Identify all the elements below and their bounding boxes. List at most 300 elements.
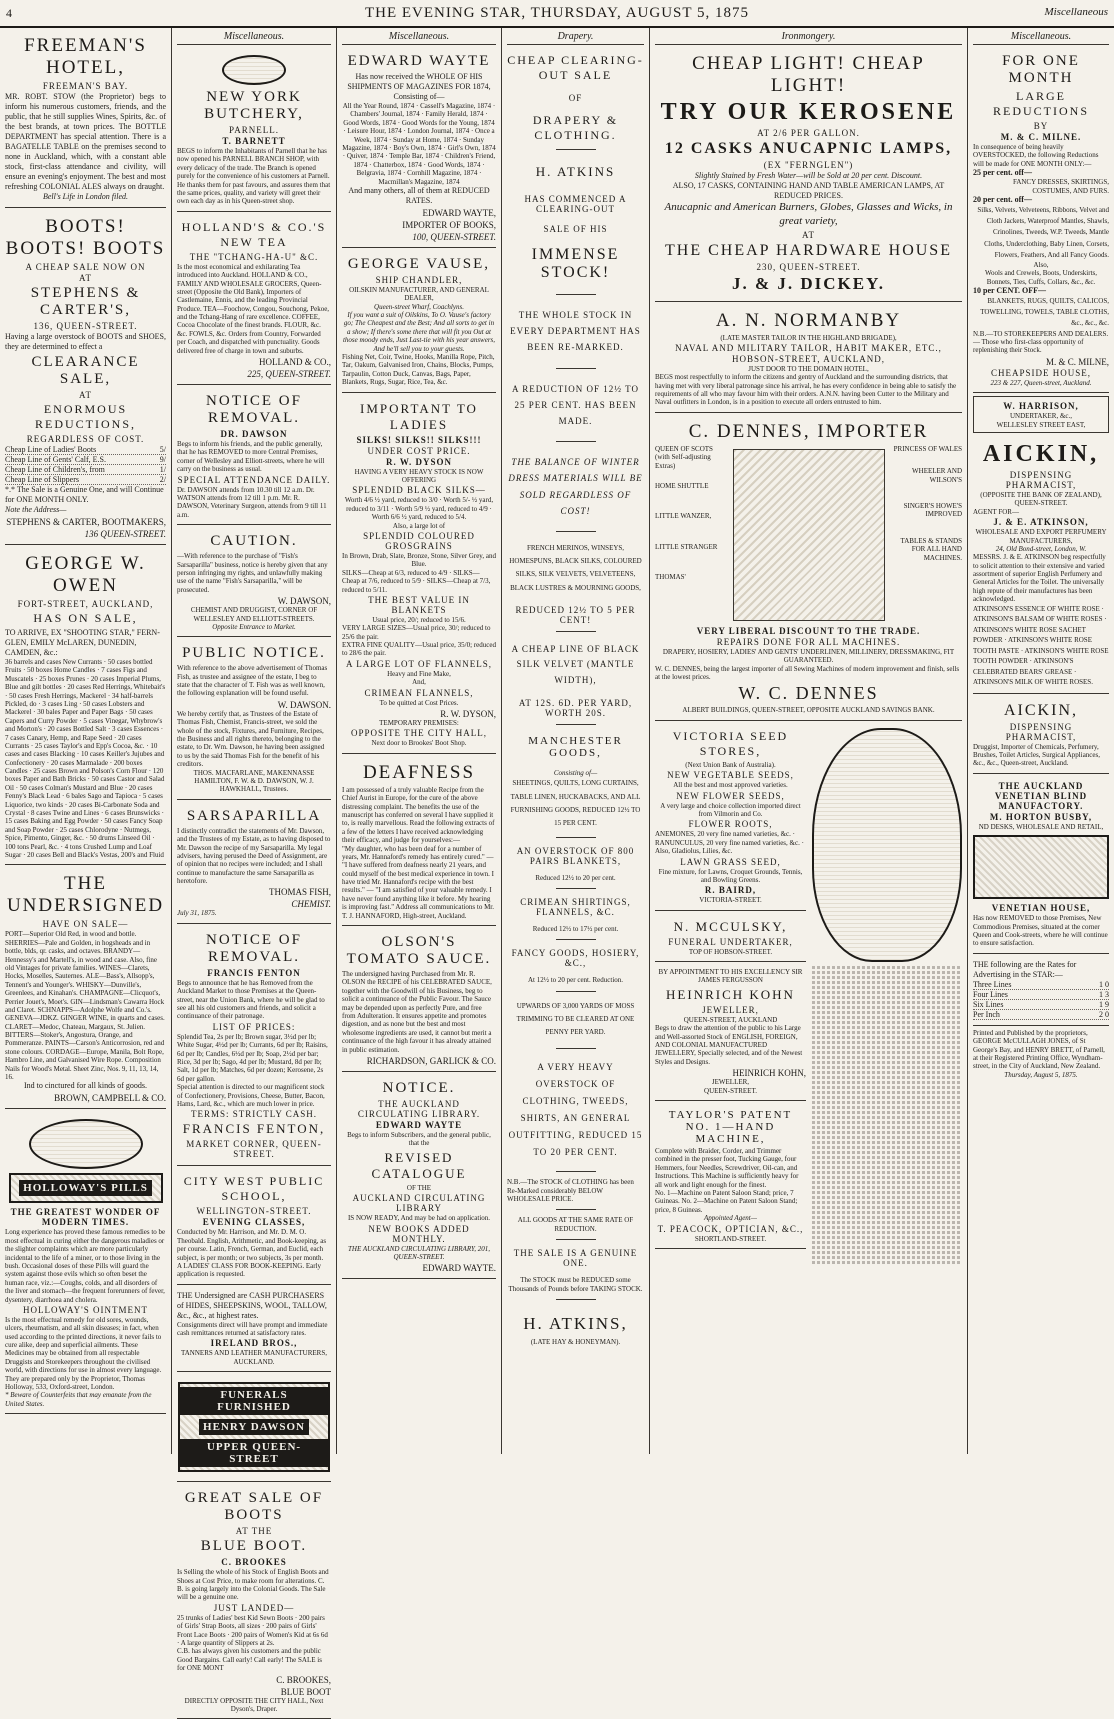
ad-line: AT <box>79 273 92 283</box>
ad-title: CAUTION. <box>210 533 298 550</box>
ad-title: EDWARD WAYTE <box>347 53 491 69</box>
ad-also: ALSO, 17 CASKS, CONTAINING HAND AND TABLE AMERICAN LAMPS, AT REDUCED PRICES. <box>672 181 945 200</box>
ad-signature: RICHARDSON, GARLICK & CO. <box>366 1055 496 1066</box>
ad-landed-list: 25 trunks of Ladies' best Kid Sewn Boots · 200 pairs of Girls' Strap Boots, all sizes · 200 pairs of Girls' Front Lace Boots · 200 pairs of Women's Kid at 6s 6d · A large quantity of Slippers at 2s. <box>177 1613 328 1647</box>
ad-brown-campbell <box>5 868 166 1109</box>
ad-under: UNDER COST PRICE. <box>367 445 471 456</box>
ad-body: BEGS most respectfully to inform the citizens and gentry of Auckland and the surrounding districts, that having met with very liberal patronage since his arrival, he has every confidence in being able to satisfy the requirements of all who may favour him with their orders. A.N.N. having been Cutter to the Military and Naval outfitters in London, is in a position to execute all orders entrusted to him. <box>655 373 957 407</box>
ad-ointment-body: Is the most effectual remedy for old sores, wounds, ulcers, rheumatism, and all skin diseases; in fact, when used according to the printed directions, it never fails to cure alike, deep and superficial ailments. These Medicines may be obtained from all respectable Druggists and Storekeepers throughout the civilised world, with directions for use in almost every language. They are prepared only by the Proprietor, Thomas Holloway, 533, Oxford-street, London. <box>5 1315 162 1392</box>
divider <box>556 837 596 838</box>
ad-blue-boot <box>177 1485 331 1719</box>
ad-stephens-carter <box>5 211 166 545</box>
ad-george-owen <box>5 548 166 865</box>
ad-per-gallon: AT 2/6 PER GALLON. <box>757 128 860 138</box>
masthead <box>0 0 1114 28</box>
banner-text: HOLLOWAY'S PILLS <box>19 1180 152 1196</box>
ad-signature-address: 100, QUEEN-STREET. <box>412 231 496 242</box>
ad-ready: IS NOW READY, And may be had on application. <box>347 1214 491 1223</box>
ad-aickin-atkinson <box>973 436 1109 694</box>
ad-title: NEW YORK BUTCHERY, <box>204 89 304 122</box>
ad-title: TAYLOR'S PATENT NO. 1—HAND MACHINE, <box>668 1109 793 1145</box>
ad-crimean-sub: To be quitted at Cost Prices. <box>379 698 459 707</box>
ad-sale-of: SALE OF HIS <box>543 224 608 234</box>
ad-city-west-school <box>177 1169 331 1284</box>
ad-olson-sauce <box>342 929 496 1072</box>
ad-drapery: DRAPERY & CLOTHING. <box>532 113 619 142</box>
divider <box>556 441 596 442</box>
ad-name: H. ATKINS <box>535 164 616 179</box>
rate-label: Six Lines <box>973 999 1004 1009</box>
ad-body: In consequence of being heavily OVERSTOCKED, the following Reductions will be made for ONE MONTH ONLY:— <box>973 143 1099 168</box>
ad-line: A CHEAP SALE NOW ON <box>25 262 146 272</box>
ad-body: HAVING A VERY HEAVY STOCK IS NOW OFFERING <box>354 467 484 484</box>
newspaper-title: THE EVENING STAR, THURSDAY, AUGUST 5, 1875 <box>364 4 750 21</box>
ad-title: SARSAPARILLA <box>186 807 322 824</box>
ad-body: MR. ROBT. STOW (the Proprietor) begs to inform his numerous customers, friends, and the public, that he still supplies Wines, Spirits, &c. of the best brands, at town prices. The BOTTLE DEPARTMENT has special attention. There is a BAGATELLE TABLE on the premises second to none in Auckland, which, with a constant able stock, first-class attendance and civility, will ensure an evening's enjoyment. The best and most refreshing COLONIAL ALES always on draught. <box>5 92 166 191</box>
ad-subtitle: (LATE MASTER TAILOR IN THE HIGHLAND BRIGADE), <box>720 333 897 342</box>
ad-atkinson-sub: WHOLESALE AND EXPORT PERFUMERY MANUFACTURERS, <box>975 528 1107 545</box>
ad-crimean: CRIMEAN FLANNELS, <box>364 687 474 698</box>
ad-title: C. DENNES, IMPORTER <box>688 420 929 442</box>
column-6 <box>968 28 1114 1454</box>
ad-roots-body: ANEMONES, 20 very fine named varieties, &c. · RANUNCULUS, 20 very fine named varieties, &c. · Also, Gladiolus, Lilies, &c. <box>655 830 804 856</box>
ad-title: NOTICE. <box>382 1079 456 1096</box>
ad-wayte-magazines <box>342 48 496 248</box>
page-number: 4 <box>6 6 12 20</box>
divider <box>556 1209 596 1210</box>
ad-address: ALBERT BUILDINGS, QUEEN-STREET, OPPOSITE AUCKLAND SAVINGS BANK. <box>682 706 935 715</box>
ad-veg-sub: All the best and most approved varieties. <box>673 781 788 790</box>
ad-arrivals: TO ARRIVE, EX "SHOOTING STAR," FERN-GLEN, EMILY McLAREN, DUNEDIN, CAMDEN, &c.: <box>5 628 160 657</box>
ad-dyson-silks <box>342 396 496 754</box>
ad-balance: THE BALANCE OF WINTER DRESS MATERIALS WILL BE SOLD REGARDLESS OF COST! <box>508 457 643 516</box>
ad-title: AICKIN, <box>982 440 1100 467</box>
sewing-machine-row <box>655 445 962 625</box>
ad-title: W. HARRISON, <box>1003 401 1079 412</box>
ad-clearance: CLEARANCE SALE, <box>31 354 140 387</box>
ad-title: FOR ONE MONTH <box>1002 53 1080 86</box>
ad-off-20: 20 per cent. off— <box>973 194 1032 204</box>
ad-signature: C. BROOKES, <box>276 1674 331 1685</box>
price-row <box>5 455 166 465</box>
banner-text: HENRY DAWSON <box>199 1419 309 1435</box>
bull-engraving-image <box>222 55 286 85</box>
ad-signature: THOMAS FISH, <box>268 887 331 898</box>
ad-title: THE Undersigned are CASH PURCHASERS of HIDES, SHEEPSKINS, WOOL, TALLOW, &c., &c., at highest rates. <box>177 1290 327 1320</box>
ad-title: THE following are the Rates for Advertising in the STAR:— <box>973 959 1077 979</box>
ad-title: CITY WEST PUBLIC SCHOOL, <box>183 1174 325 1204</box>
ad-genuine: THE SALE IS A GENUINE ONE. <box>513 1248 638 1269</box>
ad-extra: EXTRA FINE QUALITY—Usual price, 35/0; reduced to 28/6 the pair. <box>342 641 496 658</box>
ad-subtitle: LARGE REDUCTIONS <box>992 89 1089 118</box>
ad-signature: HOLLAND & CO., <box>259 357 331 368</box>
rate-label: Four Lines <box>973 989 1008 999</box>
ad-all: ALL GOODS AT THE SAME RATE OF REDUCTION. <box>517 1216 634 1233</box>
ad-velvet: A CHEAP LINE OF BLACK SILK VELVET (MANTLE WIDTH), <box>511 644 640 685</box>
ad-subtitle: UNDERTAKER, &c., <box>1009 412 1072 421</box>
ad-commenced: HAS COMMENCED A CLEARING-OUT <box>524 194 627 214</box>
ad-signature: T. PEACOCK, OPTICIAN, &C., <box>657 1223 804 1234</box>
ad-subtitle: DISPENSING PHARMACIST, <box>1005 721 1077 742</box>
ad-aickin-pharmacist <box>973 697 1109 774</box>
ad-reduced: REDUCED 12½ TO 5 PER CENT! <box>515 605 636 626</box>
ad-funerals <box>177 1375 331 1482</box>
ad-casks: 12 CASKS ANUCAPNIC LAMPS, <box>664 140 953 157</box>
ad-hours: Dr. DAWSON attends from 10.30 till 12 a.m. Dr. WATSON attends from 12 till 1 p.m. Mr. R. DAWSON, Veterinary Surgeon, attends from 9 till 11 a.m. <box>177 485 327 519</box>
ad-signature-address: MARKET CORNER, QUEEN-STREET. <box>186 1139 322 1160</box>
ad-deafness <box>342 757 496 926</box>
rate-label: Three Lines <box>973 979 1012 989</box>
ad-dawson-removal <box>177 388 331 525</box>
ad-subtitle: FREEMAN'S BAY. <box>42 81 129 91</box>
imprint-date: Thursday, August 5, 1875. <box>1004 1070 1078 1079</box>
ad-signature-address: SHORTLAND-STREET. <box>694 1234 767 1243</box>
ad-title: IMPORTANT TO LADIES <box>360 400 478 432</box>
ad-velvet-price: AT 12S. 6D. PER YARD, WORTH 20S. <box>518 697 633 718</box>
machine-name: WHEELER AND WILSON'S <box>912 467 962 484</box>
ad-title: THE UNDERSIGNED <box>6 873 165 917</box>
divider <box>556 1171 596 1172</box>
ad-genuine-sub: The STOCK must be REDUCED some Thousands of Pounds before TAKING STOCK. <box>508 1276 643 1293</box>
imprint <box>973 1029 1109 1079</box>
ad-atkinson: J. & E. ATKINSON, <box>993 517 1089 528</box>
ad-price-list: Splendid Tea, 2s per lb; Brown sugar, 3½d per lb; White Sugar, 4½d per lb; Currants, 6d per lb; Raisins, 6d per lb; Candles, 6½d per lb; Soap, 2½d per bar; Rice, 3d per lb; Sago, 4d per lb; Mustard, 8d per lb; Salt, 1d per lb; Matches, 6d per dozen; Kerosene, 2s 6d per gallon. <box>177 1032 328 1083</box>
divider <box>556 149 596 150</box>
ad-subtitle: JEWELLER, <box>702 1004 759 1015</box>
column-5 <box>650 28 968 1454</box>
ad-fenton-removal <box>177 927 331 1166</box>
ad-lawn-sub: Fine mixture, for Lawns, Croquet Grounds, Tennis, and Bowling Greens. <box>658 867 803 884</box>
ad-signature-address: 223 & 227, Queen-street, Auckland. <box>990 378 1092 387</box>
ad-firm: M. & C. MILNE. <box>1000 132 1082 142</box>
ad-signature-note: (LATE HAY & HONEYMAN). <box>530 1337 621 1346</box>
rates-list <box>973 980 1109 1020</box>
ad-off-20-items: Silks, Velvets, Velveteens, Ribbons, Velvet and Cloth Jackets, Waterproof Mantles, Shawls, Crinolines, Tweeds, W.P. Tweeds, Mantle Cloths, Underclothing, Baby Linen, Corsets, Flowers, Feathers, And all Fancy Goods. <box>977 205 1109 259</box>
ad-signature: IRELAND BROS., <box>210 1338 298 1349</box>
ad-new-york-butchery <box>177 48 331 212</box>
ad-signature-title: CHEMIST. <box>291 899 331 910</box>
column-2 <box>172 28 337 1713</box>
ad-address: WELLESLEY STREET EAST, <box>996 420 1086 429</box>
ad-address: HOBSON-STREET, AUCKLAND, <box>731 353 886 364</box>
ad-signature: J. & J. DICKEY. <box>731 273 886 293</box>
ad-large: VERY LARGE SIZES—Usual price, 30/; reduced to 25/6 the pair. <box>342 624 491 641</box>
column-header: Drapery. <box>507 30 644 45</box>
ad-body: Begs to draw the attention of the public to his Large and Well-assorted Stock of ENGLISH, FOREIGN, AND COLONIAL MANUFACTURED JEWELLERY, Specially selected, and of the Newest Styles and Designs. <box>655 1024 803 1066</box>
ad-hours-title: SPECIAL ATTENDANCE DAILY. <box>177 474 331 485</box>
price-label: Cheap Line of Slippers <box>5 475 79 484</box>
ad-subtitle: PARNELL. <box>229 125 279 135</box>
ad-subtitle: FORT-STREET, AUCKLAND, <box>17 599 154 609</box>
price-list <box>5 445 166 485</box>
watch-alexander-engraving <box>812 728 962 962</box>
divider <box>556 939 596 940</box>
ad-body: Long experience has proved these famous remedies to be most effectual in curing either the dangerous maladies or the slighter complaints which are more particularly incidental to the life of a miner, or to those living in the bush. Occasional doses of these Pills will guard the system against those evils which so often beset the human race, viz.:—Coughs, colds, and all disorders of the liver and stomach—the frequent forerunners of fever, dysentery, diarrhoea and cholera. <box>5 1228 166 1304</box>
ad-body: Has now received the WHOLE OF HIS SHIPMENTS OF MAGAZINES FOR 1874, Consisting of— <box>347 72 491 101</box>
ad-advertising-rates <box>973 957 1109 1026</box>
ad-title: VICTORIA SEED STORES, <box>672 728 789 758</box>
ad-freemans-hotel <box>5 30 166 208</box>
ad-signature: FRANCIS FENTON, <box>182 1121 326 1137</box>
ad-title: BOOTS! BOOTS! BOOTS <box>5 216 166 259</box>
ad-title: CHEAP LIGHT! CHEAP LIGHT! <box>692 53 925 96</box>
ad-house: VENETIAN HOUSE, <box>991 903 1091 914</box>
ad-signature: H. ATKINS, <box>523 1313 628 1333</box>
imprint-text: Printed and Published by the proprietors, GEORGE McCULLAGH JONES, of St George's Bay, and HENRY BRETT, of Parnell, at their Registered Printing Office, Wyndham-street, in the City of Auckland, New Zealand. <box>973 1028 1105 1071</box>
ad-body: Is the most economical and exhilarating Tea introduced into Auckland. HOLLAND & CO., FAMILY AND WHOLESALE GROCERS, Queen-street (Opposite the Old Bank), Importers of Castlemaine, Ennis, and the leading Provincial Produce. TEA—Foochow, Congou, Souchong, Pekoe, and the Tchang-Hang of rare excellence. COFFEE, Cocoa Chocolate of the finest brands. FLOUR, &c. &c. FOWLS, &c. Orders from Country, Forwarded per Coach, and dispatched with punctuality. Goods delivered free of charge in town and suburbs. <box>177 262 330 355</box>
ad-address-note: Note the Address— <box>5 505 67 514</box>
ad-title: DEAFNESS <box>362 761 476 783</box>
ad-lawn: LAWN GRASS SEED, <box>680 856 781 867</box>
ad-price: No. 1—Machine on Patent Saloon Stand; price, 7 Guineas. No. 2—Machine on Patent Saloon Stand; price, 8 Guineas. <box>655 1188 798 1214</box>
ad-ireland-bros <box>177 1288 331 1373</box>
ad-name: DR. DAWSON <box>220 429 288 440</box>
divider <box>556 724 596 725</box>
ad-signature: W. DAWSON. <box>277 699 331 710</box>
ad-note: Special attention is directed to our magnificent stock of Confectionery, Provisions, Cheese, Butter, Bacon, Hams, Lard, &c., which are much lower in price. <box>177 1083 325 1108</box>
ad-products: ATKINSON'S ESSENCE OF WHITE ROSE · ATKINSON'S BALSAM OF WHITE ROSES · ATKINSON'S WHITE ROSE SACHET POWDER · ATKINSON'S WHITE ROSE TOOTH PASTE · ATKINSON'S WHITE ROSE TOOTH POWDER · ATKINSON'S CELEBRATED BEARS' GREASE · ATKINSON'S MILK OF WHITE ROSES. <box>973 604 1109 687</box>
column-5-left <box>655 724 806 1266</box>
ad-body: PORT—Superior Old Red, in wood and bottle. SHERRIES—Pale and Golden, in hogsheads and in bottle, blds, qr. casks, and octaves. BRANDY—Hennessy's and Martell's, in wood and case. Also, fine old Vintages for private families. WINES—Clarets, Hocks, Moselles, Sauternes. ALE—Bass's, Allsopp's, Tennent's and Younger's. WHISKY—Dunville's, Greenlees, and Kinahan's. CHAMPAGNE—Clicquot's, Perrier Jouet's, Moet's. GIN—Lindsman's Cawarra Hock and Claret. SCHNAPPS—Adolphe Wolfe and Co.'s. GENEVA—JDKZ. GINGER WINE, in quarts and cases. CLARET—Medoc, Chateau, Margaux, St. Julien. BITTERS—Stoker's, Angostura, Orange, and Pommeranze. PAINTS—Carson's Anticorrosion, red and stone colours. CORDAGE—Europe, Manila, Bolt Rope, Hambro Line, and Galvanised Wire Rope. Composition Nails for Wood's Metal. Sheet Zinc, Nos. 9, 11, 13, 14, 16. <box>5 930 165 1082</box>
divider <box>556 531 596 532</box>
ad-title: GEORGE W. OWEN <box>25 553 146 596</box>
ad-note: And many others, all of them at REDUCED RATES. <box>348 185 490 205</box>
ad-signature-address: 136 QUEEN-STREET. <box>84 529 166 539</box>
column-3 <box>337 28 502 1454</box>
ad-regardless: REGARDLESS OF COST. <box>26 434 145 444</box>
ad-flannels: A LARGE LOT OF FLANNELS, <box>345 658 493 669</box>
ad-overstock-sub: Reduced 12½ to 20 per cent. <box>535 873 616 882</box>
ad-signature-title: TANNERS AND LEATHER MANUFACTURERS, AUCKLAND. <box>181 1349 327 1366</box>
ad-off-10: 10 per CENT. OFF— <box>973 286 1047 296</box>
ad-body: Begs to inform his friends, and the public generally, that he has REMOVED to more Central Premises, corner of Wellesley and Elliott-streets, where he will carry on the business as usual. <box>177 440 325 474</box>
ad-public-notice <box>177 640 331 799</box>
ad-body: Complete with Braider, Corder, and Trimmer combined in the presser foot, Tucking Gauge, four Hemmers, four Needles, Screwdriver, Oil-can, and Instructions. This Machine is sufficiently heavy for all work and light enough for the finest. <box>655 1147 799 1189</box>
ad-body: I am possessed of a truly valuable Recipe from the Chief Aurist in Europe, for the cure of the above distressing complaint. The benefits the use of the manuscript has conferred on several I have supplied it to, is really marvellous. Read the following extracts of a few of the letters I have received acknowledging their efficacy, and judge for yourselves:— <box>342 785 495 845</box>
rate-row <box>973 980 1109 990</box>
ad-subtitle: SHIP CHANDLER, <box>375 274 463 285</box>
ad-immense: IMMENSE STOCK! <box>531 246 620 281</box>
banner-text: UPPER QUEEN-STREET <box>180 1439 328 1467</box>
ad-milne-reductions <box>973 48 1109 393</box>
price-row <box>5 445 166 455</box>
ad-item-list: 36 barrels and cases New Currants · 50 cases bottled Fruits · 50 boxes Home Candles · 7 cases Figs and Muscatels · 25 boxes Prunes · 20 cases Imperial Plums, Blue and gilt bottles · 20 cases Red Herrings, Whitebait's · 50 cases Fresh Herrings, Mackerel · 34 half-barrels Pickled, do · 3 cases Ling · 50 cases Lobsters and Mackerel · 30 bales Paper and Paper Bags · 50 cases Capers and Curry Powder · 5 cases Vinegar, Whybrow's and Morton's · 20 cases Bottled Salt · 3 cases Essences · 7 cases Canary, Hemp, and Rape Seed · 20 cases Currants · 25 cases Taylor's and Epp's Cocoa, &c. · 10 cases and cases Blacking · 10 cases Keiller's Jujubes and Confectionery · 20 cases Marmalade · 200 boxes Candles · 25 cases Brown and Polson's Corn Flour · 120 boxes Paper and Bath Bricks · 50 cases Castor and Salad Oil · 50 cases Colman's Mustard and Blue · 20 cases Fenny's Black Lead · 6 bales Sago and Tapioca · 5 cases Liquorice, two kinds · 20 cases Bi-Carbonate Soda and Crystal · 8 cases Twine and Lines · 6 cases Brunswicks · 15 cases Baking and Egg Powder · 50 cases Fancy Soap and Soap Powder · 25 cases Chlorodyne · Nutmegs, Spice, Pimento, Ginger, &c. · 50 drums Linseed Oil · 100 tons Pearl, &c. · 4 tons Crushed Lump and Loaf Sugar · 20 cases Bell and Black's Vestas, 200's and Fluid <box>5 658 166 859</box>
venetian-house-engraving <box>973 835 1109 899</box>
divider <box>556 1048 596 1049</box>
ad-caution <box>177 528 331 637</box>
ad-venetian-blinds <box>973 777 1109 954</box>
ad-just-landed: JUST LANDED— <box>213 1602 295 1613</box>
rate-value: 1 0 <box>1099 979 1109 989</box>
ad-beware: * Beware of Counterfeits that may emanate from the United States. <box>5 1391 152 1408</box>
ad-overstock: AN OVERSTOCK OF 800 PAIRS BLANKETS, <box>516 845 635 866</box>
ad-splendid: SPLENDID BLACK SILKS— <box>352 485 486 496</box>
ad-list-title: LIST OF PRICES: <box>212 1021 296 1032</box>
ad-off-25-items: FANCY DRESSES, SKIRTINGS, COSTUMES, AND FURS. <box>1012 178 1109 195</box>
ad-nb: N.B.—TO STOREKEEPERS AND DEALERS.— Those who first-class opportunity of replenishing their Stock. <box>973 329 1109 355</box>
divider <box>556 1239 596 1240</box>
ad-body: Begs to announce that he has Removed from the Auckland Market to those Premises at the Queen-street, near the Union Bank, where he will be glad to see all his old customers and friends, and solicit a continuance of their patronage. <box>177 978 325 1021</box>
ad-agent: AGENT FOR— <box>973 507 1019 516</box>
ad-revised: REVISED CATALOGUE <box>371 1149 467 1181</box>
ad-at: AT <box>79 390 92 400</box>
ad-subtitle-2: OILSKIN MANUFACTURER, AND GENERAL DEALER, <box>349 285 489 303</box>
ad-subtitle: WELLINGTON-STREET. <box>196 1206 312 1217</box>
ad-try: TRY OUR KEROSENE <box>660 99 957 125</box>
ad-colours: In Brown, Drab, Slate, Bronze, Stone, Silver Grey, and Blue. <box>342 551 496 569</box>
ad-holloway <box>5 1112 166 1414</box>
holloway-crest-image <box>29 1119 143 1169</box>
machine-name: LITTLE STRANGER <box>655 542 718 551</box>
divider <box>556 991 596 992</box>
ad-note: C.B. has always given his customers and the public Good Bargains. Call early! Call early! The SALE is for ONE MONT <box>177 1647 322 1673</box>
ad-at: AT <box>802 229 815 240</box>
ad-signature: M. & C. MILNE, <box>1046 356 1109 367</box>
ad-victoria-seeds <box>655 724 806 911</box>
ad-by: BY <box>1033 121 1049 131</box>
ad-title: AICKIN, <box>1004 701 1078 719</box>
ad-signature-address: DIRECTLY OPPOSITE THE CITY HALL, Next Dyson's, Draper. <box>184 1696 324 1713</box>
machine-name: TABLES & STANDS FOR ALL HAND MACHINES. <box>900 536 962 562</box>
ad-harrison <box>973 396 1109 433</box>
ad-list: All the Year Round, 1874 · Cassell's Magazine, 1874 · Chambers' Journal, 1874 · Family Herald, 1874 · Good Words, 1874 · Good Words for the Young, 1874 · Leisure Hour, 1874 · London Journal, 1874 · Once a Week, 1874 · Sunday at Home, 1874 · Sunday Magazine, 1874 · Boy's Own, 1874 · Girl's Own, 1874 · Quiver, 1874 · Temple Bar, 1874 · Children's Friend, 1874 · Chatterbox, 1874 · Good Words, 1874 · Belgravia, 1874 · Cornhill Magazine, 1874 · Macmillan's Magazine, 1874 <box>342 102 496 186</box>
ad-title: CHEAP CLEARING-OUT SALE <box>507 53 644 82</box>
ad-merinos: FRENCH MERINOS, WINSEYS, HOMESPUNS, BLACK SILKS, COLOURED SILKS, SILK VELVETS, VELVETEENS, BLACK LUSTRES & MOURNING GOODS, <box>509 543 642 592</box>
ad-reduction: A REDUCTION OF 12½ TO 25 PER CENT. HAS BEEN MADE. <box>512 383 639 426</box>
ad-next: Next door to Brookes' Boot Shop. <box>371 739 467 748</box>
ad-of: OF <box>568 93 583 103</box>
price-row <box>5 475 166 485</box>
ad-stock: Fishing Net, Coir, Twine, Hooks, Manilla Rope, Pitch, Tar, Oakum, Galvanised Iron, Chains, Blocks, Pumps, Tarpaulin, Cotton Duck, Canvas, Bags, Paper, Blankets, Rugs, Sugar, Rice, Tea, &c. <box>342 353 495 387</box>
ad-title: HOLLAND'S & CO.'S NEW TEA <box>181 219 327 249</box>
ad-evening: EVENING CLASSES, <box>202 1217 306 1228</box>
ad-signature: W. DAWSON, <box>277 596 331 607</box>
ad-grograins: SPLENDID COLOURED GROSGRAINS <box>363 530 475 551</box>
ad-title: GEORGE VAUSE, <box>347 255 491 272</box>
ad-subtitle: (Next Union Bank of Australia). <box>685 760 776 769</box>
ad-firm: STEPHENS & CARTER'S, <box>30 285 141 318</box>
price-label: Cheap Line of Ladies' Boots <box>5 445 97 454</box>
ad-address: QUEEN-STREET, AUCKLAND <box>683 1015 778 1024</box>
ad-opposite: OPPOSITE THE CITY HALL, <box>351 728 487 739</box>
ad-subtitle: DISPENSING PHARMACIST, <box>1005 469 1077 490</box>
machine-list-left <box>655 445 727 582</box>
ad-name: R. W. DYSON <box>385 456 452 467</box>
divider <box>556 888 596 889</box>
ad-body: Conducted by Mr. Harrison, and Mr. D. M. O. Theobald. English, Arithmetic, and Book-keeping, as per course. Latin, French, German, and Euclid, each subject, is per month; or two subjects, 3s per month. <box>177 1228 327 1262</box>
machine-list-right <box>890 445 962 562</box>
ad-atkinson-address: 24, Old Bond-street, London, W. <box>995 544 1087 553</box>
ad-crimean: CRIMEAN SHIRTINGS, FLANNELS, &C. <box>520 896 631 917</box>
ad-owner: C. BROOKES <box>221 1557 287 1568</box>
ad-subtitle: THE AUCKLAND CIRCULATING LIBRARY. <box>357 1098 481 1119</box>
ad-ex: (EX "FERNGLEN") <box>763 160 854 170</box>
ad-signature: W. C. DENNES <box>738 683 879 704</box>
ad-address: 230, QUEEN-STREET. <box>756 261 861 272</box>
ad-drapery: DRAPERY, HOSIERY, LADIES' AND GENTS' UNDERLINEN, MILLINERY, DRESSMAKING, FIT GUARANTEED. <box>662 647 955 665</box>
ad-manchester: MANCHESTER GOODS, <box>528 734 623 759</box>
ad-subtitle: FUNERAL UNDERTAKER, <box>668 936 793 947</box>
price-value: 9/ <box>159 455 166 464</box>
column-5-right <box>812 724 962 1266</box>
price-label: Cheap Line of Children's, from <box>5 465 105 474</box>
ad-nb: N.B.—The STOCK of CLOTHING has been Re-Marked considerably BELOW WHOLESALE PRICE. <box>507 1178 634 1203</box>
machine-name: THOMAS' <box>655 573 686 582</box>
ad-signature-title: CHEMIST AND DRUGGIST, CORNER OF WELLESLEY AND ELLIOTT-STREETS. <box>190 606 318 623</box>
ad-address: (OPPOSITE THE BANK OF ZEALAND), QUEEN-STREET. <box>980 490 1102 508</box>
rate-label: Per Inch <box>973 1009 1000 1019</box>
rate-row <box>973 1000 1109 1010</box>
ad-ointment: HOLLOWAY'S OINTMENT <box>22 1304 149 1315</box>
ad-address: THE AUCKLAND CIRCULATING LIBRARY, 201, QUEEN-STREET. <box>348 1244 490 1261</box>
price-value: 1/ <box>159 465 166 474</box>
ad-signature-note: Opposite Entrance to Market. <box>212 622 296 631</box>
ad-temporary: TEMPORARY PREMISES: <box>379 719 459 728</box>
ad-roots: FLOWER ROOTS, <box>688 819 773 830</box>
ad-body: Having a large overstock of BOOTS and SHOES, they are determined to effect a <box>5 332 166 351</box>
ad-heinrich-kohn <box>655 965 806 1101</box>
ad-body: Is Selling the whole of his Stock of English Boots and Shoes at Cost Price, to make room for alterations. C. B. is going largely into the Colonial Goods. The Sale will be a genuine one. <box>177 1568 329 1602</box>
divider <box>556 368 596 369</box>
hearse-engraving <box>178 1382 330 1472</box>
sewing-machine-engraving <box>733 449 885 621</box>
ad-blankets: THE BEST VALUE IN BLANKETS <box>368 594 470 615</box>
banner-text: FUNERALS FURNISHED <box>180 1387 328 1415</box>
ad-atkins-drapery <box>507 53 644 1346</box>
ad-title: N. MCCULSKY, <box>673 918 788 934</box>
ad-flannels-sub: Heavy and Fine Make, <box>387 669 451 678</box>
ad-title: HEINRICH KOHN <box>666 986 795 1002</box>
price-value: 2/ <box>159 475 166 484</box>
ad-body: Druggist, Importer of Chemicals, Perfumery, Brushes, Toilet Articles, Surgical Appliances, &c., &c., Queen-street, Auckland. <box>973 742 1100 768</box>
ad-anucapnic: Anucapnic and American Burners, Globes, Glasses and Wicks, in great variety, <box>664 201 953 227</box>
ad-taylors-patent <box>655 1104 806 1249</box>
ad-address: TOP OF HOBSON-STREET. <box>688 947 773 956</box>
ad-title: PUBLIC NOTICE. <box>182 645 326 662</box>
ad-body: —With reference to the purchase of "Fish's Sarsaparilla" business, notice is hereby given that any person infringing my rights, and unlawfully making use of the name "Fish's Sarsaparilla," will be prosecuted. <box>177 552 328 594</box>
ad-signature: EDWARD WAYTE. <box>422 1263 496 1274</box>
column-header: Miscellaneous. <box>177 30 331 45</box>
ad-title: FREEMAN'S HOTEL, <box>24 35 147 78</box>
ad-silk-prices: SILKS—Cheap at 6/3, reduced to 4/9 · SILKS—Cheap at 7/6, reduced to 5/9 · SILKS—Cheap at 7/3, reduced to 5/11. <box>342 568 491 594</box>
ad-appointment: BY APPOINTMENT TO HIS EXCELLENCY SIR JAMES FERGUSSON <box>658 968 803 985</box>
ad-enormous: ENORMOUS REDUCTIONS, <box>34 402 136 431</box>
ad-subtitle: HAVE ON SALE— <box>42 919 129 930</box>
ad-repairs: REPAIRS DONE FOR ALL MACHINES. <box>716 636 901 647</box>
ad-name: EDWARD WAYTE <box>375 1119 463 1130</box>
ad-fancy: FANCY GOODS, HOSIERY, &C., <box>511 948 640 969</box>
ad-signature: HEINRICH KOHN, <box>732 1068 806 1079</box>
ad-manchester-body: SHEETINGS, QUILTS, LONG CURTAINS, TABLE LINEN, HUCKABACKS, AND ALL FURNISHING GOODS, REDUCED 12½ TO 15 PER CENT. <box>510 779 641 828</box>
ad-new-books: NEW BOOKS ADDED MONTHLY. <box>368 1223 470 1244</box>
divider <box>556 631 596 632</box>
ad-signature: EDWARD WAYTE, <box>422 207 496 218</box>
ad-also-items: Wools and Crewels, Boots, Underskirts, Bonnets, Ties, Cuffs, Collars, &c., &c. <box>984 269 1097 286</box>
ad-flower: NEW FLOWER SEEDS, <box>676 790 785 801</box>
column-1 <box>0 28 172 1454</box>
ad-poem: If you want a suit of Oilskins, To O. Vause's factory go; The Cheapest and the Best; And all sorts to get in a show; If there's some there that will fit you Out at those moody ends, Just Last-tie with his year answers, And he'll sell you to your guests. <box>342 311 496 353</box>
ad-also: Also, a large lot of <box>392 521 446 530</box>
ad-body-2: "My daughter, who has been deaf for a number of years, Mr. Hannaford's remedy has entirely cured." — "I have suffered from deafness nearly 21 years, and could myself of the best medical experience in town. I have tried Mr. Hannaford's recipe with the best results." — "I am satisfied of your valuable remedy. I have never found anything like it before. My hearing is improving fast." Address all communications to Mr. T. J. HANNAFORD, High-street, Auckland. <box>342 844 495 920</box>
ad-atkinson-body: MESSRS. J. & E. ATKINSON beg respectfully to solicit attention to their extensive and varied assortment of superior English Perfumery and General Articles for the Toilet. The universally high repute of their manufactures has been acknowledged. <box>973 553 1106 604</box>
column-header: Miscellaneous. <box>973 30 1109 45</box>
ad-stained: Slightly Stained by Fresh Water—will be Sold at 20 per cent. Discount. <box>694 171 923 180</box>
ad-date: July 31, 1875. <box>177 909 217 918</box>
machine-name: QUEEN OF SCOTS (with Self-adjusting Extras) <box>655 444 713 470</box>
ad-terms: TERMS: STRICTLY CASH. <box>190 1109 318 1120</box>
ad-signature: R. W. DYSON, <box>440 709 496 720</box>
ad-library: AUCKLAND CIRCULATING LIBRARY <box>352 1193 486 1214</box>
